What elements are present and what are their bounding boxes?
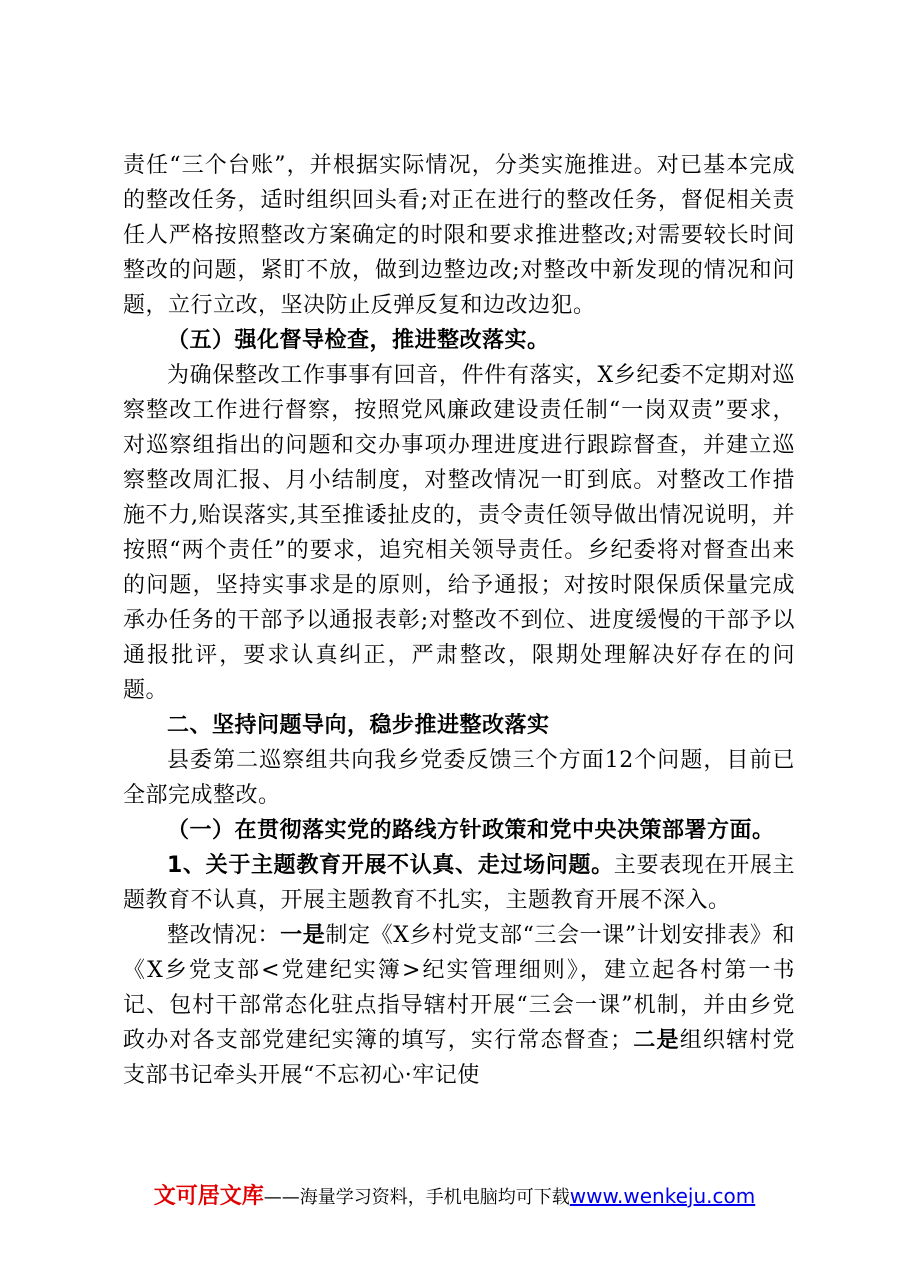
first-point-text: 制定《X乡村党支部“三会一课”计划安排表》和《X乡党支部<党建纪实簿>纪实管理细则》，建立起各村第一书记、包村干部常态化驻点指导辖村开展“三会一课”机制，并由乡党政办对各支部党建纪实簿的填写，实行常态督查； (123, 923, 795, 1053)
footer-slogan: ——海量学习资料，手机电脑均可下载 (263, 1187, 570, 1208)
footer-link[interactable]: www.wenkeju.com (569, 1184, 756, 1208)
document-body (123, 148, 795, 1093)
paragraph-continuation: 责任“三个台账”，并根据实际情况，分类实施推进。对已基本完成的整改任务，适时组织回头看;对正在进行的整改任务，督促相关责任人严格按照整改方案确定的时限和要求推进整改;对需要较长时间整改的问题，紧盯不放，做到边整边改;对整改中新发现的情况和问题，立行立改，坚决防止反弹反复和边改边犯。 (123, 153, 795, 318)
subsection-heading-one: （一）在贯彻落实党的路线方针政策和党中央决策部署方面。 (167, 818, 775, 843)
section-heading-five: （五）强化督导检查，推进整改落实。 (167, 328, 550, 353)
section-heading-two: 二、坚持问题导向，稳步推进整改落实 (167, 713, 550, 738)
paragraph-feedback: 县委第二巡察组共向我乡党委反馈三个方面12个问题，目前已全部完成整改。 (123, 748, 795, 808)
second-point-text: 组织辖村党支部书记牵头开展“不忘初心·牢记使 (123, 1028, 795, 1088)
paragraph-rectification (123, 918, 795, 1093)
issue-one-text: 主要表现在开展主题教育不认真，开展主题教育不扎实，主题教育开展不深入。 (123, 853, 795, 913)
rectification-lead: 整改情况： (167, 923, 281, 948)
first-point-label: 一是 (280, 923, 326, 948)
paragraph-supervision: 为确保整改工作事事有回音，件件有落实，X乡纪委不定期对巡察整改工作进行督察，按照党风廉政建设责任制“一岗双责”要求，对巡察组指出的问题和交办事项办理进度进行跟踪督查，并建立巡察整改周汇报、月小结制度，对整改情况一盯到底。对整改工作措施不力,贻误落实,其至推诿扯皮的，责令责任领导做出情况说明，并按照“两个责任”的要求，追究相关领导责任。乡纪委将对督查出来的问题，坚持实事求是的原则，给予通报；对按时限保质保量完成承办任务的干部予以通报表彰;对整改不到位、进度缓慢的干部予以通报批评，要求认真纠正，严肃整改，限期处理解决好存在的问题。 (123, 363, 795, 703)
paragraph-issue-one (123, 848, 795, 918)
second-point-label: 二是 (632, 1028, 680, 1053)
footer-brand: 文可居文库 (153, 1184, 264, 1209)
issue-one-title: 1、关于主题教育开展不认真、走过场问题。 (167, 853, 614, 878)
footer-banner (0, 1182, 909, 1212)
